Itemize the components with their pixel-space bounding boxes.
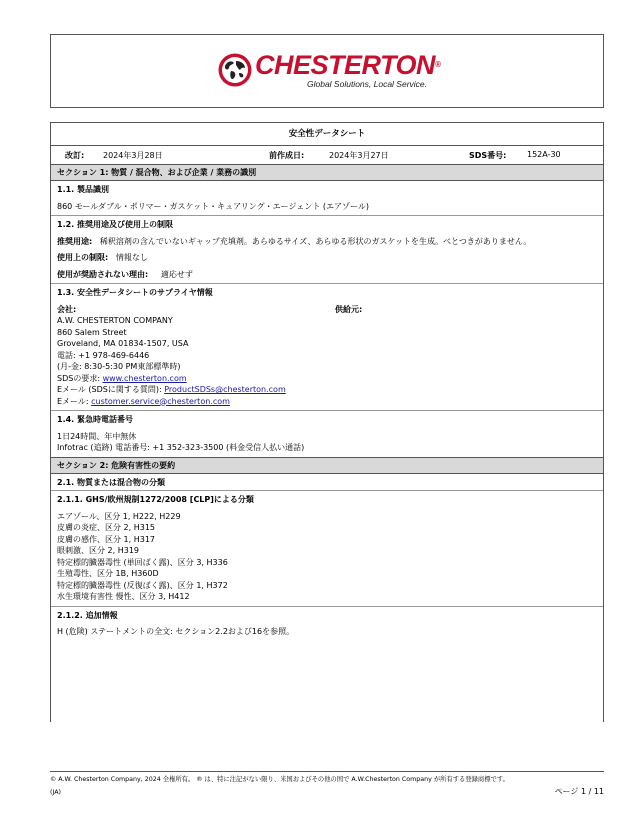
globe-icon [217,52,253,88]
revision-label: 改訂: [65,151,85,160]
s14-title: 1.4. 緊急時電話番号 [57,415,133,424]
classification-item: 生殖毒性、区分 1B, H360D [57,569,159,578]
section-1-header: セクション 1: 物質 / 混合物、および企業 / 業務の識別 [51,165,603,181]
chesterton-logo [217,50,457,94]
logo-tagline: Global Solutions, Local Service. [307,79,428,89]
company-line: 電話: +1 978-469-6446 [57,350,150,360]
company-line: (月-金: 8:30-5:30 PM東部標準時) [57,362,181,371]
sds-document [50,122,604,722]
footer-divider [50,771,604,772]
section-1-4 [51,411,603,458]
section-2-1-1 [51,491,603,607]
revision-value: 2024年3月28日 [103,151,163,160]
company-supplier-labels [51,304,603,316]
company-line: Groveland, MA 01834-1507, USA [57,339,189,348]
s211-title: 2.1.1. GHS/欧州規制1272/2008 [CLP]による分類 [57,495,254,504]
classification-item: 皮膚の炎症、区分 2, H315 [57,523,156,532]
emergency-line: Infotrac (追跡) 電話番号: +1 352-323-3500 (料金受信人払い通話) [57,443,305,452]
page-number: ページ 1 / 11 [554,787,604,796]
not-recommended-reason: 使用が奨励されない理由: 適応せず [57,269,193,279]
s21-title: 2.1. 物質または混合物の分類 [57,477,165,487]
classification-item: 皮膚の感作、区分 1, H317 [57,534,156,544]
sds-email-link[interactable]: ProductSDSs@chesterton.com [164,385,286,394]
company-label: 会社: [57,304,77,314]
section-1-1 [51,181,603,216]
prev-date-label: 前作成日: [269,151,305,160]
logo-wordmark: CHESTERTON® [255,50,441,80]
s13-title: 1.3. 安全性データシートのサプライヤ情報 [57,288,213,297]
product-name: 860 モールダブル・ポリマー・ガスケット・キュアリング・エージェント (エアゾール) [57,201,369,211]
s212-title: 2.1.2. 追加情報 [57,610,118,620]
website-link[interactable]: www.chesterton.com [102,373,187,383]
document-title: 安全性データシート [51,123,603,146]
section-1-2 [51,216,603,284]
section-2-header: セクション 2: 危険有害性の要約 [51,458,603,474]
sds-number-label: SDS番号: [469,151,507,160]
sds-request: SDSの要求: www.chesterton.com [57,373,187,383]
classification-item: エアゾール、区分 1, H222, H229 [57,511,181,521]
prev-date-value: 2024年3月27日 [329,151,389,160]
company-line: 860 Salem Street [57,327,127,337]
s11-title: 1.1. 製品識別 [57,185,109,194]
s12-title: 1.2. 推奨用途及び使用上の制限 [57,220,173,229]
section-1-3 [51,284,603,411]
classification-item: 特定標的臓器毒性 (反復ばく露)、区分 1, H372 [57,580,228,590]
company-line: A.W. CHESTERTON COMPANY [57,316,173,325]
meta-row [51,146,603,165]
classification-item: 眼刺激、区分 2, H319 [57,546,140,555]
sds-number-value: 152A-30 [527,150,561,159]
logo-box [50,34,604,108]
section-2-1 [51,474,603,492]
classification-item: 特定標的臓器毒性 (単回ばく露)、区分 3, H336 [57,557,228,567]
classification-item: 水生環境有害性 慢性、区分 3, H412 [57,592,190,601]
sds-email: Eメール (SDSに関する質問): ProductSDSs@chesterton.com [57,385,286,394]
supplier-label: 供給元: [335,304,363,314]
additional-info: H (危険) ステートメントの全文: セクション2.2および16を参照。 [57,627,295,636]
footer-copyright: © A.W. Chesterton Company, 2024 全権所有。 ® は、特に注記がない限り、米国およびその他の国で A.W.Chesterton Company が所有する登録商標です。 [50,776,509,783]
footer-language: (JA) [50,789,61,796]
customer-email-link[interactable]: customer.service@chesterton.com [91,396,230,406]
customer-email: Eメール: customer.service@chesterton.com [57,396,230,406]
recommended-use: 推奨用途: 稀釈溶剤の含んでいないギャップ充填剤。あらゆるサイズ、あらゆる形状のガスケットを生成。べとつきがありません。 [57,236,532,246]
emergency-line: 1日24時間、年中無休 [57,431,137,441]
section-2-1-2 [51,607,603,641]
use-restriction: 使用上の制限: 情報なし [57,253,148,262]
